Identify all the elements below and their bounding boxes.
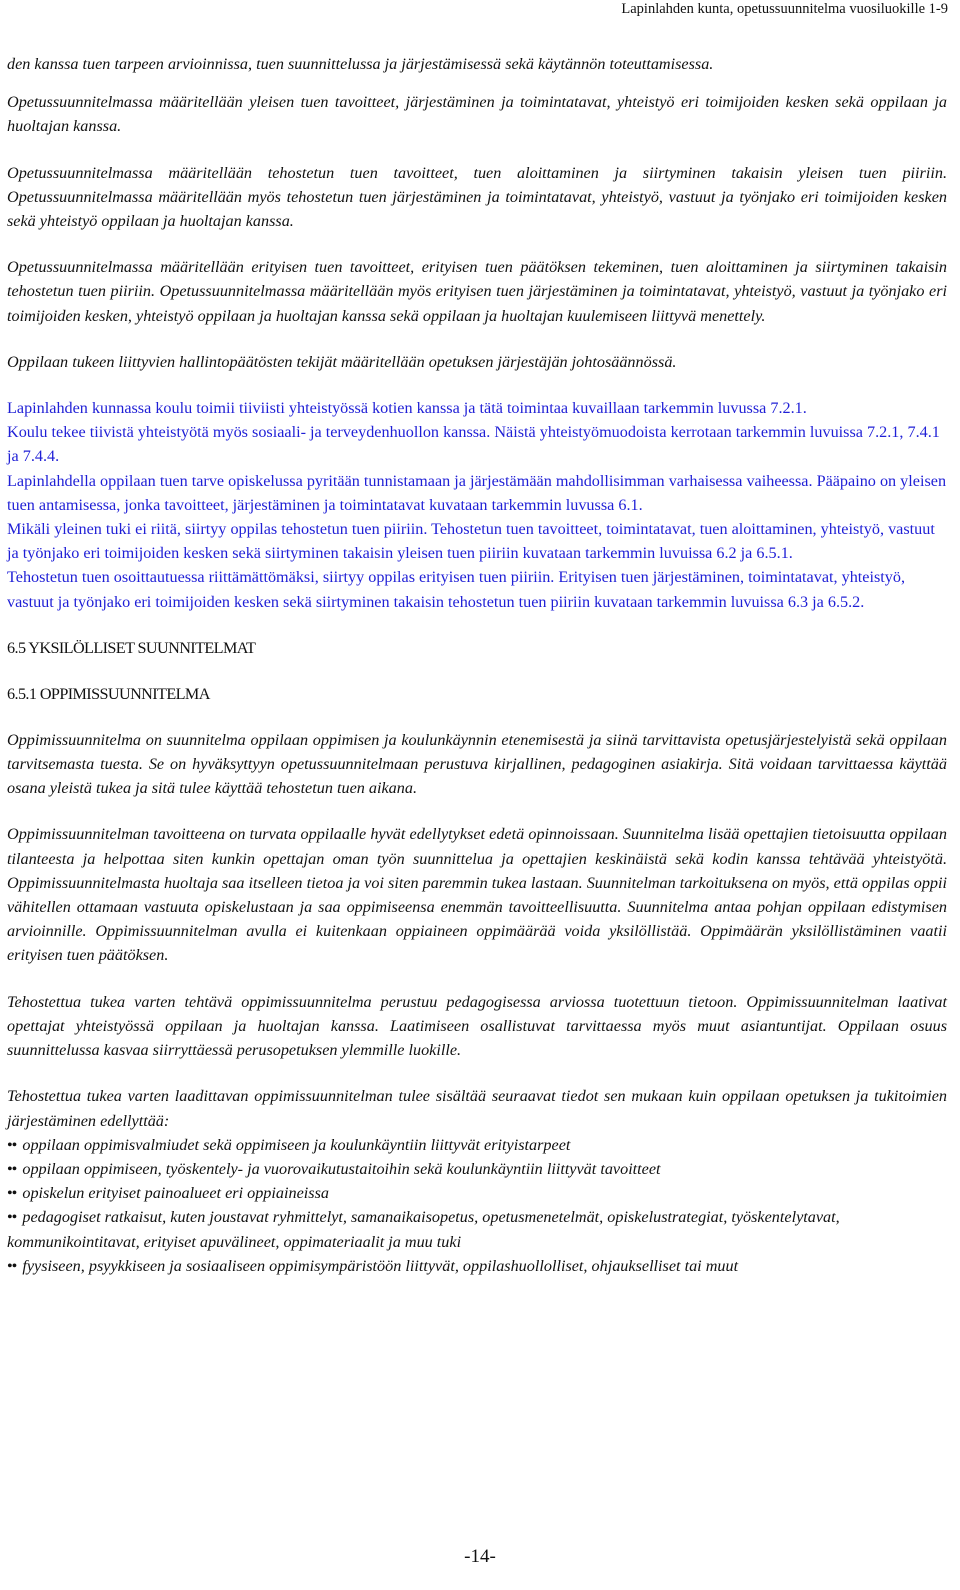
page-number: -14- xyxy=(464,1546,496,1567)
section-heading: 6.5 YKSILÖLLISET SUUNNITELMAT xyxy=(7,638,256,657)
paragraph: Tehostettua tukea varten tehtävä oppimissuunnitelma perustuu pedagogisessa arviossa tuotettuun tietoon. Oppimissuunnitelman laativat opettajat yhteistyössä oppilaan ja huoltajan kanssa. Laatimiseen osallistuvat tarvittaessa myös muut asiantuntijat. Oppilaan osuus suunnittelussa kasvaa siirryttäessä perusopetuksen ylemmille luokille. xyxy=(7,992,947,1060)
local-paragraph: Tehostetun tuen osoittautuessa riittämättömäksi, siirtyy oppilas erityisen tuen piiriin. Erityisen tuen järjestäminen, toimintatavat, yhteistyö, vastuut ja työnjako eri toimijoiden kesken sekä siirtyminen takaisin tehostetun tuen piiriin kuvataan tarkemmin luvuissa 6.3 ja 6.5.2. xyxy=(7,568,906,611)
page-content xyxy=(7,52,947,1278)
local-paragraph: Lapinlahdella oppilaan tuen tarve opiskelussa pyritään tunnistamaan ja järjestämään mahdollisimman varhaisessa vaiheessa. Pääpaino on yleisen tuen antamisessa, jonka tavoitteet, järjestäminen ja toimintatavat kuvataan tarkemmin luvussa 6.1. xyxy=(7,471,947,514)
page-header: Lapinlahden kunta, opetussuunnitelma vuosiluokille 1-9 xyxy=(621,1,948,17)
list-item: •• oppilaan oppimiseen, työskentely- ja vuorovaikutustaitoihin sekä koulunkäyntiin liittyvät tavoitteet xyxy=(7,1159,661,1178)
paragraph: Oppilaan tukeen liittyvien hallintopäätösten tekijät määritellään opetuksen järjestäjän johtosäännössä. xyxy=(7,352,677,371)
paragraph: Opetussuunnitelmassa määritellään tehostetun tuen tavoitteet, tuen aloittaminen ja siirtyminen takaisin yleisen tuen piiriin. Opetussuunnitelmassa määritellään myös tehostetun tuen järjestäminen ja toimintatavat, yhteistyö, vastuut ja työnjako eri toimijoiden kesken sekä yhteistyö oppilaan ja huoltajan kanssa. xyxy=(7,163,947,231)
bullet-icon: •• xyxy=(7,1184,17,1203)
bullet-icon: •• xyxy=(7,1135,17,1154)
paragraph: Oppimissuunnitelman tavoitteena on turvata oppilaalle hyvät edellytykset edetä opinnoissaan. Suunnitelma lisää opettajien tietoisuutta oppilaan tilanteesta ja helpottaa siten kunkin opettajan oman työn suunnittelua ja opettajien keskinäistä sekä kodin kanssa tehtävää yhteistyötä. Oppimissuunnitelmasta huoltaja saa itselleen tietoa ja voi siten paremmin tukea lastaan. Suunnitelman tarkoituksena on myös, että oppilas oppii vähitellen ottamaan vastuuta opiskelustaan ja saa oppimiseensa enemmän tavoitteellisuutta. Suunnitelma antaa pohjan oppilaan edistymisen arvioinnille. Oppimissuunnitelman avulla ei kuitenkaan oppiaineen oppimäärää voida yksilöllistää. Oppimäärän yksilöllistäminen vaatii erityisen tuen päätöksen. xyxy=(7,825,947,965)
bullet-icon: •• xyxy=(7,1159,17,1178)
paragraph: Opetussuunnitelmassa määritellään yleisen tuen tavoitteet, järjestäminen ja toimintatavat, yhteistyö eri toimijoiden kesken sekä oppilaan ja huoltajan kanssa. xyxy=(7,93,947,136)
list-item: •• oppilaan oppimisvalmiudet sekä oppimiseen ja koulunkäyntiin liittyvät erityistarpeet xyxy=(7,1135,571,1154)
bullet-list xyxy=(7,1133,947,1278)
bullet-icon: •• xyxy=(7,1256,17,1275)
local-paragraph: Koulu tekee tiivistä yhteistyötä myös sosiaali- ja terveydenhuollon kanssa. Näistä yhteistyömuodoista kerrotaan tarkemmin luvuissa 7.2.1, 7.4.1 ja 7.4.4. xyxy=(7,423,940,466)
list-item: •• opiskelun erityiset painoalueet eri oppiaineissa xyxy=(7,1184,329,1203)
local-section xyxy=(7,396,947,614)
paragraph: Opetussuunnitelmassa määritellään erityisen tuen tavoitteet, erityisen tuen päätöksen tekeminen, tuen aloittaminen ja siirtyminen takaisin tehostetun tuen piiriin. Opetussuunnitelmassa määritellään myös erityisen tuen järjestäminen ja toimintatavat, yhteistyö, vastuut ja työnjako eri toimijoiden kesken, yhteistyö oppilaan ja huoltajan kanssa sekä oppilaan ja huoltajan kuulemiseen liittyvä menettely. xyxy=(7,258,947,325)
list-item: •• pedagogiset ratkaisut, kuten joustavat ryhmittelyt, samanaikaisopetus, opetusmenetelmät, opiskelustrategiat, työskentelytavat, kommunikointitavat, erityiset apuvälineet, oppimateriaalit ja muu tuki xyxy=(7,1208,840,1251)
bullet-icon: •• xyxy=(7,1208,17,1227)
paragraph: Oppimissuunnitelma on suunnitelma oppilaan oppimisen ja koulunkäynnin etenemisestä ja siinä tarvittavista opetusjärjestelyistä sekä oppilaan tarvitsemasta tuesta. Se on hyväksyttyyn opetussuunnitelmaan perustuva kirjallinen, pedagoginen asiakirja. Sitä voidaan tarvittaessa käyttää osana yleistä tukea ja sitä tulee käyttää tehostetun tuen aikana. xyxy=(7,730,947,798)
paragraph: Tehostettua tukea varten laadittavan oppimissuunnitelman tulee sisältää seuraavat tiedot sen mukaan kuin oppilaan opetuksen ja tukitoimien järjestäminen edellyttää: xyxy=(7,1087,947,1130)
local-paragraph: Lapinlahden kunnassa koulu toimii tiiviisti yhteistyössä kotien kanssa ja tätä toimintaa kuvaillaan tarkemmin luvussa 7.2.1. xyxy=(7,399,807,418)
list-item: •• fyysiseen, psyykkiseen ja sosiaaliseen oppimisympäristöön liittyvät, oppilashuollolliset, ohjaukselliset tai muut xyxy=(7,1256,739,1275)
subsection-heading: 6.5.1 OPPIMISSUUNNITELMA xyxy=(7,684,210,703)
paragraph: den kanssa tuen tarpeen arvioinnissa, tuen suunnittelussa ja järjestämisessä sekä käytännön toteuttamisessa. xyxy=(7,55,714,73)
local-paragraph: Mikäli yleinen tuki ei riitä, siirtyy oppilas tehostetun tuen piiriin. Tehostetun tuen tavoitteet, toimintatavat, tuen aloittaminen, yhteistyö, vastuut ja työnjako eri toimijoiden kesken sekä siirtyminen takaisin yleisen tuen piiriin kuvataan tarkemmin luvuissa 6.2 ja 6.5.1. xyxy=(7,520,935,563)
